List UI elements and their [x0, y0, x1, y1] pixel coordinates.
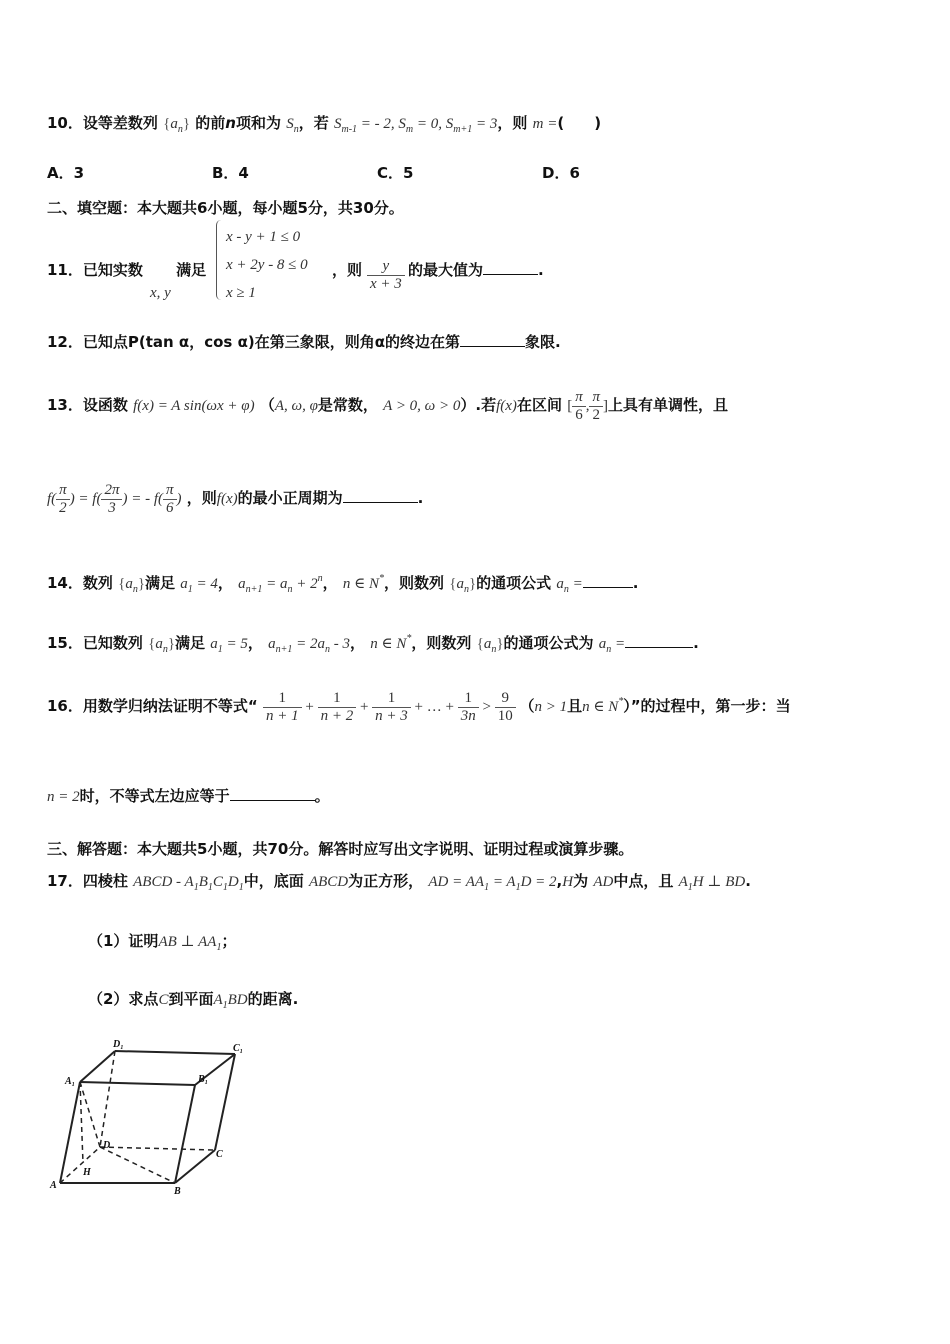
q17-text-1: 四棱柱 [82, 872, 128, 890]
q10-text-3: 项和为 [235, 114, 281, 132]
label-a1: A₁ [65, 1076, 76, 1087]
q17-text-4: , [556, 872, 563, 890]
q13-text-2: （ [259, 395, 275, 414]
formula-perp: $A_1H$ ⊥ BD [678, 874, 746, 893]
edge-a1d1 [80, 1051, 115, 1082]
q17-p2-text-a: （2）求点 [88, 990, 159, 1008]
q15-text-4: ， [350, 634, 366, 652]
question-number: 14． [47, 574, 83, 592]
q13-text-6: 上具有单调性，且 [607, 395, 728, 414]
formula-ab-perp: AB ⊥ $AA_1$ [158, 934, 222, 953]
formula-consts: A, ω, φ [274, 397, 318, 414]
q17-p2-text-b: 到平面 [168, 990, 214, 1008]
formula-nset: n ∈ N* [342, 573, 385, 592]
question-14 [47, 572, 639, 595]
edge-dc [100, 1147, 215, 1150]
formula-equal: f( $\frac{\pi}{2}$ ) = f( $\frac{2\pi}{3}$ ) = - f( $\frac{\pi}{6}$ ) [47, 482, 182, 516]
q11-text-3: ，则 [332, 261, 363, 279]
q14-text-4: ， [322, 574, 338, 592]
q16-text-1: 用数学归纳法证明不等式“ [82, 696, 258, 715]
answer-blank[interactable] [483, 260, 538, 275]
q10-text-2: 的前 [195, 114, 226, 132]
formula-abcd: ABCD [308, 874, 349, 890]
q13-text-7: ，则 [186, 488, 217, 507]
formula-n1: n > 1 [534, 698, 568, 715]
q15-text-2: 满足 [175, 634, 206, 652]
formula-h: H [562, 874, 574, 890]
formula-cond: A > 0, ω > 0 [383, 397, 461, 414]
q16-text-2: （ [519, 696, 535, 715]
q11-tail [332, 259, 362, 280]
answer-blank[interactable] [230, 786, 315, 801]
edge-a1b1 [80, 1082, 195, 1085]
q13-text-3: 是常数， [317, 395, 378, 414]
interval: [ $\frac{\pi}{6}$ , $\frac{\pi}{2}$ ] [567, 389, 608, 423]
edge-bd [100, 1147, 175, 1183]
q13-text-4: ）.若 [460, 395, 497, 414]
formula-c: C [158, 992, 169, 1008]
q14-text-3: ， [217, 574, 233, 592]
q17-part-2 [88, 988, 298, 1011]
sequence-an: $\{a_n\}$ [118, 576, 146, 595]
formula-plane: $A_1BD$ [213, 992, 248, 1011]
q13-text-5: 在区间 [516, 395, 562, 414]
sequence-an: $\{a_n\}$ [449, 576, 477, 595]
section-3-heading: 三、解答题：本大题共5小题，共70分。解答时应写出文字说明、证明过程或演算步骤。 [47, 840, 634, 858]
formula-prism: ABCD - $A_1B_1C_1D_1$ [133, 874, 244, 893]
q16-text-5: 时，不等式左边应等于 [79, 787, 230, 805]
label-d: D [103, 1140, 111, 1151]
formula-lengths: AD = $AA_1 = A_1D = 2$ [428, 874, 557, 893]
q17-p1-text: （1）证明 [88, 932, 159, 950]
answer-blank[interactable] [460, 332, 525, 347]
solid-edges [60, 1051, 235, 1183]
question-number: 12． [47, 333, 83, 351]
q14-text-2: 满足 [145, 574, 176, 592]
formula-an: $a_n$ = [598, 636, 626, 655]
q17-end: . [745, 872, 751, 890]
question-11 [47, 259, 206, 280]
sequence-an: $\{a_n\}$ [476, 636, 504, 655]
q15-text-3: ， [247, 634, 263, 652]
q14-end: . [632, 574, 639, 592]
q11-text-2: 满足 [176, 261, 207, 279]
formula-a1: $a_1 = 4$ [180, 576, 218, 595]
answer-blank[interactable] [625, 633, 693, 648]
q17-p1-end: ； [221, 932, 237, 950]
label-h: H [83, 1167, 91, 1178]
q11-constraints: x - y + 1 ≤ 0 x + 2y - 8 ≤ 0 x ≥ 1 [226, 229, 308, 301]
q10-n: n [225, 114, 236, 132]
formula-a1: $a_1 = 5$ [210, 636, 248, 655]
option-d[interactable]: D．6 [542, 164, 580, 182]
answer-blank[interactable] [343, 488, 418, 503]
q11-text-4: 的最大值为 [408, 261, 484, 279]
hidden-edges [60, 1051, 215, 1183]
q11-tail-2 [408, 259, 544, 280]
label-d1: D₁ [113, 1039, 124, 1050]
q11-end: . [538, 261, 544, 279]
q17-text-6: 中点，且 [613, 872, 674, 890]
q15-text-1: 已知数列 [82, 634, 143, 652]
q16-line-2 [47, 785, 330, 806]
q17-p2-text-c: 的距离. [247, 990, 299, 1008]
q13-line-2 [47, 482, 423, 517]
question-13 [47, 389, 728, 424]
q10-text-4: ，若 [298, 114, 329, 132]
question-number: 17． [47, 872, 83, 890]
label-c1: C₁ [233, 1043, 244, 1054]
system-brace [216, 220, 221, 300]
question-16 [47, 690, 791, 725]
q10-text-6: ( ) [557, 114, 602, 132]
q10-text-5: ，则 [497, 114, 528, 132]
formula-ad: AD [593, 874, 614, 890]
option-a[interactable]: A．3 [47, 164, 85, 182]
q10-options [47, 162, 647, 182]
question-17 [47, 870, 751, 893]
q15-end: . [693, 634, 699, 652]
formula-recur: $a_{n+1} = a_n + 2^n$ [238, 573, 323, 595]
q17-text-5: 为 [573, 872, 589, 890]
label-b1: B₁ [198, 1074, 209, 1085]
q13-end: . [417, 488, 424, 507]
q11-vars: x, y [150, 285, 171, 301]
question-number: 13． [47, 395, 83, 414]
question-number: 10． [47, 114, 83, 132]
question-10 [47, 112, 601, 135]
edge-a1d [80, 1082, 100, 1147]
question-15 [47, 632, 699, 655]
edge-dd1 [100, 1051, 115, 1147]
label-c: C [216, 1149, 223, 1160]
option-b[interactable]: B．4 [212, 164, 249, 182]
q13-text-1: 设函数 [82, 395, 128, 414]
section-2-heading: 二、填空题：本大题共6小题，每小题5分，共30分。 [47, 199, 404, 217]
q11-fraction: $\frac{y}{x + 3}$ [367, 258, 405, 293]
question-number: 16． [47, 696, 83, 715]
label-a: A [50, 1180, 57, 1191]
q17-text-2: 中，底面 [243, 872, 304, 890]
formula-m: m = [532, 116, 558, 132]
sequence-an: $\{a_n\}$ [163, 116, 191, 135]
q11-text-1: 已知实数 [82, 261, 143, 279]
question-12 [47, 331, 561, 352]
q17-part-1 [88, 930, 236, 953]
q16-end: 。 [314, 787, 330, 805]
q17-text-3: 为正方形， [348, 872, 424, 890]
q14-text-6: 的通项公式 [476, 574, 552, 592]
question-number: 15． [47, 634, 83, 652]
q14-text-5: ，则数列 [384, 574, 445, 592]
q15-text-6: 的通项公式为 [503, 634, 594, 652]
edge-a1h [80, 1082, 83, 1163]
formula-n2: n = 2 [47, 789, 80, 805]
answer-blank[interactable] [583, 573, 633, 588]
q15-text-5: ，则数列 [411, 634, 472, 652]
label-b: B [174, 1186, 181, 1197]
q13-text-8: 的最小正周期为 [237, 488, 343, 507]
q16-text-4: ）”的过程中，第一步：当 [623, 696, 791, 715]
formula-condition: $S_{m-1}$ = - 2, $S_m = 0$, $S_{m+1} = 3$ [333, 116, 498, 135]
sequence-an: $\{a_n\}$ [148, 636, 176, 655]
formula-fx: f(x) [496, 397, 517, 414]
q14-text-1: 数列 [82, 574, 113, 592]
formula-recur: $a_{n+1} = 2a_n - 3$ [268, 636, 351, 655]
edge-d1c1 [115, 1051, 235, 1054]
formula-sn: $S_n$ [286, 116, 299, 135]
option-c[interactable]: C．5 [377, 164, 414, 182]
formula-fx: f(x) [216, 490, 238, 507]
formula-nset: n ∈ N* [582, 695, 624, 715]
prism-figure [45, 1035, 255, 1205]
q10-text-1: 设等差数列 [82, 114, 158, 132]
q16-text-3: 且 [567, 696, 583, 715]
formula-nset: n ∈ N* [370, 633, 412, 652]
question-number: 11． [47, 261, 83, 279]
q12-text: 已知点P(tan α，cos α)在第三象限，则角α的终边在第 [82, 333, 461, 351]
formula-inequality: $\frac{1}{n + 1}$ + $\frac{1}{n + 2}$ + $\frac{1}{n + 3}$ + … + $\frac{1}{3n}$ > $\frac{9}{10}$ [263, 699, 519, 715]
formula-an: $a_n$ = [556, 576, 583, 595]
q12-end: 象限. [525, 333, 561, 351]
formula-f: f(x) = A sin(ωx + φ) [133, 397, 255, 414]
